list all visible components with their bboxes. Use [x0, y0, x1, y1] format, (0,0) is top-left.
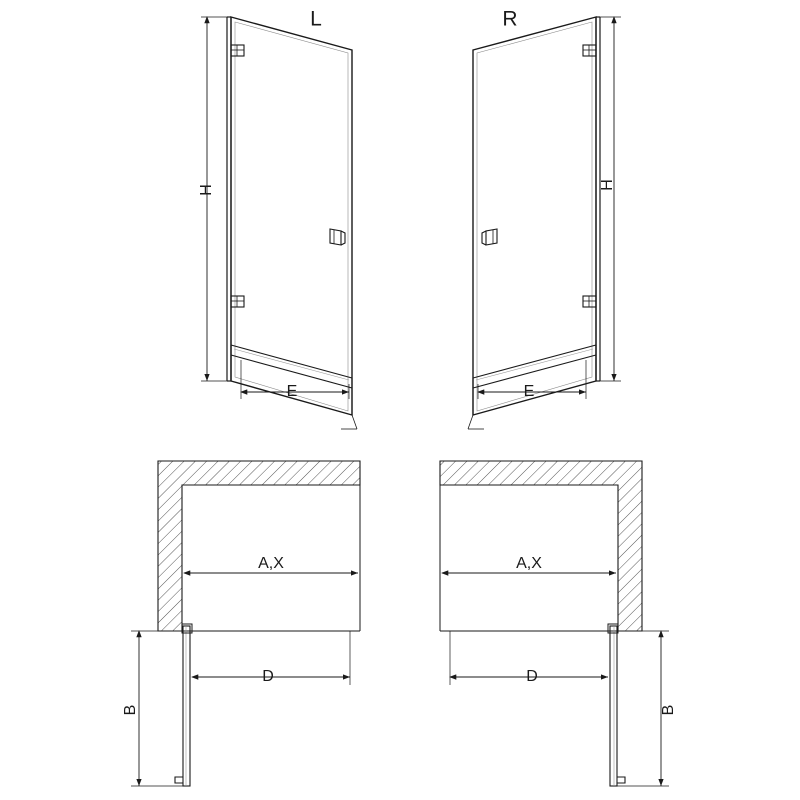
dimension-label-AX-right: A,X	[516, 555, 542, 573]
dimension-label-H-left: H	[198, 184, 216, 196]
door-leaf-left-plan	[175, 626, 190, 786]
plan-right-view	[440, 461, 677, 786]
dimension-opening-right	[442, 555, 616, 573]
dimension-door-left	[192, 631, 350, 685]
dimension-width-right	[478, 360, 586, 400]
dimension-height-left	[198, 17, 231, 381]
dimension-label-E-right: E	[523, 383, 535, 401]
hinge-upper-left	[231, 45, 244, 56]
glass-panel-right	[473, 17, 596, 415]
hinge-lower-left	[231, 296, 244, 307]
door-knob-right	[482, 229, 497, 245]
bottom-rail-right	[473, 345, 596, 415]
hinge-profile-left	[227, 17, 231, 381]
door-knob-left	[330, 229, 345, 245]
dimension-label-D-left: D	[262, 668, 274, 686]
bottom-rail-left	[231, 345, 352, 415]
wall-right-plan	[440, 461, 642, 631]
dimension-label-AX-left: A,X	[258, 555, 284, 573]
hinge-upper-right	[583, 45, 596, 56]
dimension-depth-left	[122, 631, 183, 786]
hinge-profile-right	[596, 17, 600, 381]
hinge-lower-right	[583, 296, 596, 307]
door-leaf-right-plan	[610, 626, 625, 786]
dimension-label-B-left: B	[122, 704, 140, 716]
elevation-right-view	[468, 8, 621, 429]
dimension-depth-right	[617, 631, 677, 786]
dimension-label-D-right: D	[526, 668, 538, 686]
dimension-label-B-right: B	[660, 704, 678, 716]
label-variant-L: L	[310, 7, 322, 31]
wall-left-plan	[158, 461, 360, 631]
label-variant-R: R	[502, 7, 518, 31]
glass-panel-left	[231, 17, 352, 415]
elevation-left-view	[198, 8, 357, 429]
dimension-width-left	[241, 360, 349, 400]
dimension-label-E-left: E	[286, 383, 298, 401]
plan-left-view	[122, 461, 360, 786]
dimension-opening-left	[184, 555, 358, 573]
dimension-door-right	[450, 631, 608, 685]
dimension-label-H-right: H	[599, 179, 617, 191]
